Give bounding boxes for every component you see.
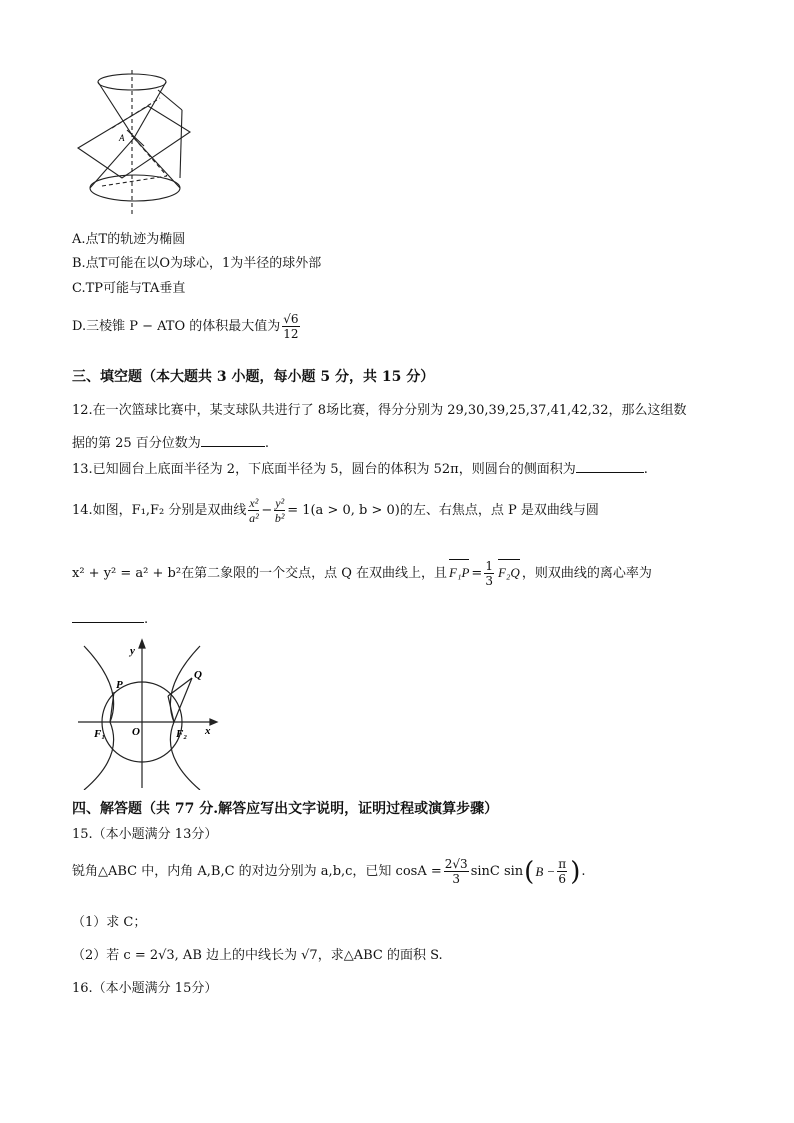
q14-fraction-y-num: y² [275, 496, 285, 510]
q14-line2-text-b: ，则双曲线的离心率为 [521, 565, 652, 581]
q14-fraction-third-den: 3 [485, 574, 493, 588]
q15-fraction-num: 2√3 [444, 857, 468, 871]
option-d-numerator: √6 [283, 312, 299, 326]
option-d-denominator: 12 [283, 327, 299, 341]
q14-fraction-x-num: x² [249, 496, 259, 510]
q15-paren-inner: B − [535, 863, 556, 879]
option-c: C.TP可能与TA垂直 [72, 281, 186, 296]
q12-line2-text: 据的第 25 百分位数为 [72, 436, 201, 451]
figure2-label-q: Q [194, 669, 202, 681]
q15-part1: （1）求 C； [72, 915, 147, 930]
q16-header: 16.（本小题满分 15分） [72, 981, 218, 996]
option-d [72, 313, 302, 340]
q14-equation: = 1(a > 0, b > 0) [287, 502, 400, 518]
q15-pi-den: 6 [558, 872, 567, 886]
figure2-label-y: y [130, 645, 135, 657]
q15-stem [72, 858, 585, 885]
q14-fraction-y [274, 497, 285, 524]
figure2-label-p: P [116, 679, 123, 691]
q14-vector-f2q [498, 564, 520, 583]
figure2-label-f1: F₁ [94, 728, 106, 740]
q14-prefix: 14.如图，F₁,F₂ 分别是双曲线 [72, 502, 247, 518]
q15-end: . [581, 863, 586, 879]
q15-stem-text-a: 锐角△ABC 中，内角 A,B,C 的对边分别为 a,b,c，已知 cosA = [72, 863, 442, 879]
cone-figure [72, 68, 198, 218]
q15-stem-text-b: sinC sin [470, 863, 524, 879]
q14-answer-blank [72, 610, 144, 623]
figure2-label-f2: F₂ [176, 728, 188, 740]
q14-fraction-x [248, 497, 259, 524]
q15-part2: （2）若 c = 2√3, AB 边上的中线长为 √7，求△ABC 的面积 S. [72, 948, 443, 963]
q12-line1: 12.在一次篮球比赛中，某支球队共进行了 8场比赛，得分分别为 29,30,39,25,37,41,42,32，那么这组数 [72, 403, 687, 418]
q13-period: . [643, 462, 648, 477]
figure2-label-x: x [205, 725, 211, 737]
q14-fraction-y-den: b² [274, 511, 285, 525]
q14-answer-line [72, 610, 148, 629]
q14-vector-f2q-label: F₂Q [497, 565, 520, 580]
q13-text: 13.已知圆台上底面半径为 2，下底面半径为 5，圆台的体积为 52π，则圆台的侧面积为 [72, 462, 576, 477]
q12-period: . [264, 436, 269, 451]
q14-vector-arrow-2 [498, 559, 520, 560]
q14-line1 [72, 497, 599, 524]
q14-equals: = [471, 565, 483, 581]
q15-right-paren: ) [570, 856, 581, 887]
q12-line2 [72, 434, 269, 453]
q14-vector-f1p-label: F₁P [449, 565, 470, 580]
option-d-fraction [282, 313, 299, 340]
option-d-text: D.三棱锥 P − ATO 的体积最大值为 [72, 318, 281, 334]
q15-fraction-den: 3 [452, 872, 461, 886]
q14-fraction-third-num: 1 [485, 559, 493, 573]
option-a: A.点T的轨迹为椭圆 [72, 232, 186, 247]
q14-line2 [72, 560, 652, 587]
q15-fraction [444, 858, 469, 885]
q15-left-paren: ( [524, 856, 535, 887]
figure2-label-o: O [132, 726, 140, 738]
q14-period: . [144, 612, 149, 627]
section4-title: 四、解答题（共 77 分.解答应写出文字说明，证明过程或演算步骤） [72, 801, 499, 817]
q14-vector-f1p [449, 564, 469, 583]
q14-suffix: 的左、右焦点，点 P 是双曲线与圆 [399, 502, 599, 518]
q14-minus: − [261, 502, 273, 518]
hyperbola-figure [72, 638, 222, 790]
q14-vector-arrow-1 [449, 559, 469, 560]
q13 [72, 460, 648, 479]
q14-fraction-third [484, 560, 494, 587]
section3-title: 三、填空题（本大题共 3 小题，每小题 5 分，共 15 分） [72, 369, 435, 385]
option-b: B.点T可能在以O为球心，1为半径的球外部 [72, 256, 322, 271]
q14-fraction-x-den: a² [249, 511, 259, 525]
q13-answer-blank [576, 460, 644, 473]
q15-pi-num: π [558, 857, 567, 871]
q12-answer-blank [201, 434, 265, 447]
q15-header: 15.（本小题满分 13分） [72, 827, 218, 842]
q14-line2-text-a: x² + y² = a² + b²在第二象限的一个交点，点 Q 在双曲线上，且 [72, 565, 447, 581]
q15-pi-fraction [557, 858, 567, 885]
figure1-label-a: A [119, 133, 125, 143]
